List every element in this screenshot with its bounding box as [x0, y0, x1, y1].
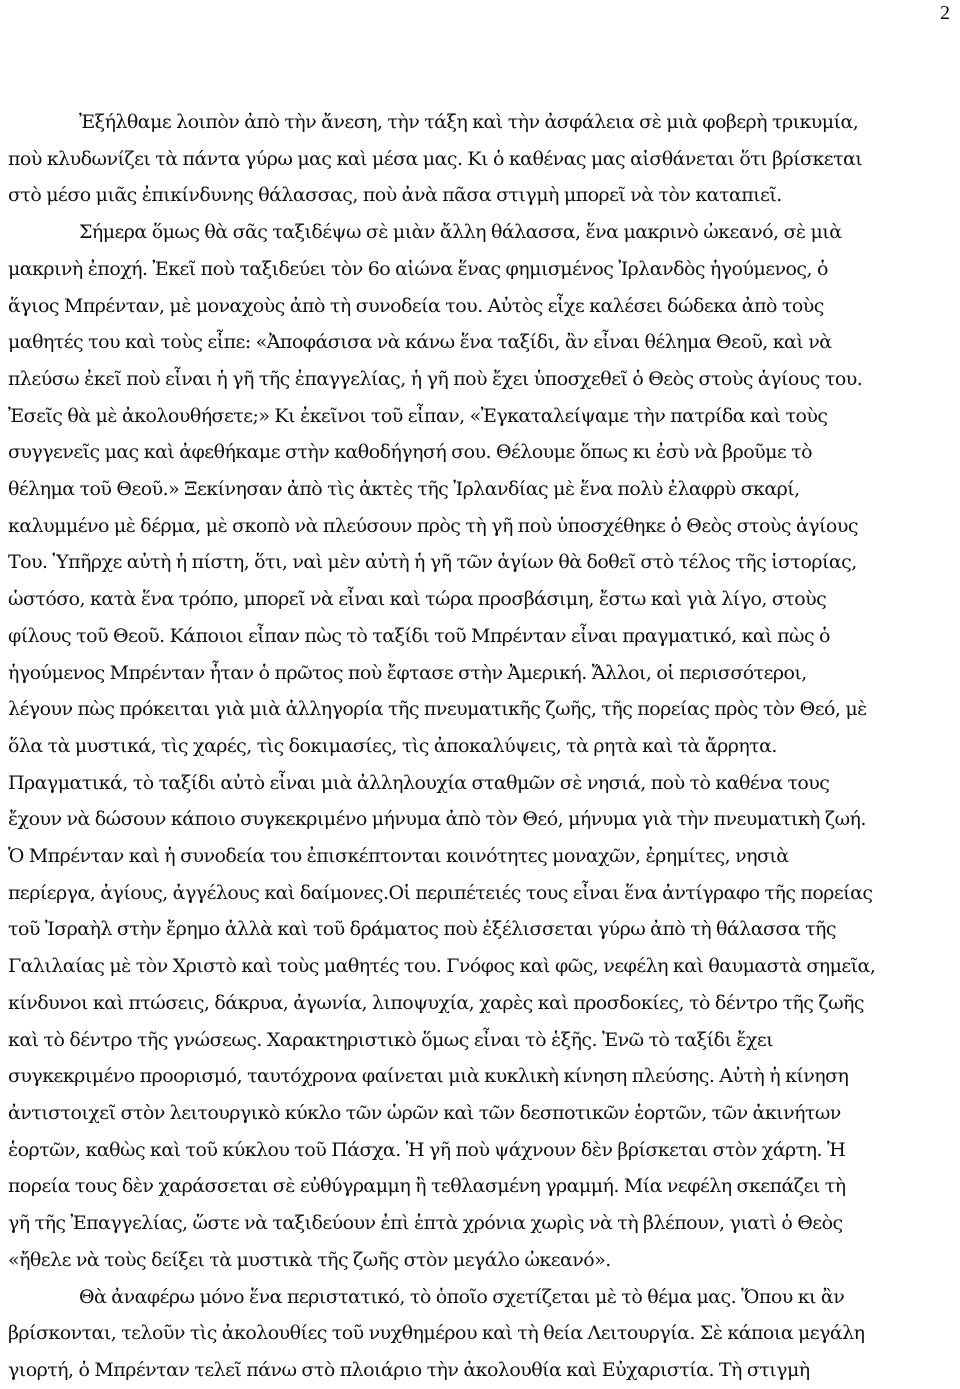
text-line: Ὁ Μπρένταν καὶ ἡ συνοδεία του ἐπισκέπτονται κοινότητες μοναχῶν, ἐρημίτες, νησιὰ: [8, 845, 789, 868]
text-line: ἀντιστοιχεῖ στὸν λειτουργικὸ κύκλο τῶν ὡρῶν καὶ τῶν δεσποτικῶν ἑορτῶν, τῶν ἀκινήτων: [8, 1101, 841, 1124]
text-line: Ἐξήλθαμε λοιπὸν ἀπὸ τὴν ἄνεση, τὴν τάξη καὶ τὴν ἀσφάλεια σὲ μιὰ φοβερὴ τρικυμία,: [79, 111, 859, 133]
text-line: συγγενεῖς μας καὶ ἀφεθήκαμε στὴν καθοδήγησή σου. Θέλουμε ὅπως κι ἐσὺ νὰ βροῦμε τὸ: [8, 441, 813, 464]
text-line: Του. Ὑπῆρχε αὐτὴ ἡ πίστη, ὅτι, ναὶ μὲν αὐτὴ ἡ γῆ τῶν ἁγίων θὰ δοθεῖ στὸ τέλος τῆς ἱστορίας,: [8, 551, 857, 574]
text-line: ἅγιος Μπρένταν, μὲ μοναχοὺς ἀπὸ τὴ συνοδεία του. Αὐτὸς εἶχε καλέσει δώδεκα ἀπὸ τοὺς: [8, 294, 824, 317]
text-line: περίεργα, ἁγίους, ἀγγέλους καὶ δαίμονες.Οἱ περιπέτειές τους εἶναι ἕνα ἀντίγραφο τῆς πορείας: [8, 881, 873, 904]
text-line: Πραγματικά, τὸ ταξίδι αὐτὸ εἶναι μιὰ ἀλληλουχία σταθμῶν σὲ νησιά, ποὺ τὸ καθένα τους: [8, 771, 830, 794]
text-line: μαθητές του καὶ τοὺς εἶπε: «Ἀποφάσισα νὰ κάνω ἕνα ταξίδι, ἂν εἶναι θέλημα Θεοῦ, καὶ νὰ: [8, 331, 832, 354]
text-line: ποὺ κλυδωνίζει τὰ πάντα γύρω μας καὶ μέσα μας. Κι ὁ καθένας μας αἰσθάνεται ὅτι βρίσκεται: [8, 147, 863, 170]
text-line: θέλημα τοῦ Θεοῦ.» Ξεκίνησαν ἀπὸ τὶς ἀκτὲς τῆς Ἰρλανδίας μὲ ἕνα πολὺ ἐλαφρὺ σκαρί,: [8, 478, 800, 501]
text-line: καλυμμένο μὲ δέρμα, μὲ σκοπὸ νὰ πλεύσουν πρὸς τὴ γῆ ποὺ ὑποσχέθηκε ὁ Θεὸς στοὺς ἁγίους: [8, 514, 858, 537]
text-line: Ἐσεῖς θὰ μὲ ἀκολουθήσετε;» Κι ἐκεῖνοι τοῦ εἶπαν, «Ἐγκαταλείψαμε τὴν πατρίδα καὶ τοὺς: [8, 404, 828, 427]
text-line: γιορτή, ὁ Μπρένταν τελεῖ πάνω στὸ πλοιάριο τὴν ἀκολουθία καὶ Εὐχαριστία. Τὴ στιγμὴ: [8, 1358, 810, 1381]
page-number: 2: [940, 2, 950, 24]
text-line: κίνδυνοι καὶ πτώσεις, δάκρυα, ἀγωνία, λιποψυχία, χαρὲς καὶ προσδοκίες, τὸ δέντρο τῆς ζωῆς: [8, 991, 864, 1014]
text-line: «ἤθελε νὰ τοὺς δείξει τὰ μυστικὰ τῆς ζωῆς στὸν μεγάλο ὠκεανό».: [8, 1248, 611, 1271]
text-line: ὅλα τὰ μυστικά, τὶς χαρές, τὶς δοκιμασίες, τὶς ἀποκαλύψεις, τὰ ρητὰ καὶ τὰ ἄρρητα.: [8, 734, 777, 757]
text-line: ἡγούμενος Μπρένταν ἦταν ὁ πρῶτος ποὺ ἔφτασε στὴν Ἀμερική. Ἄλλοι, οἱ περισσότεροι,: [8, 661, 807, 684]
text-line: μακρινὴ ἐποχή. Ἐκεῖ ποὺ ταξιδεύει τὸν 6ο αἰώνα ἕνας φημισμένος Ἰρλανδὸς ἡγούμενος, ὁ: [8, 257, 828, 280]
text-line: βρίσκονται, τελοῦν τὶς ἀκολουθίες τοῦ νυχθημέρου καὶ τὴ θεία Λειτουργία. Σὲ κάποια μεγάλη: [8, 1322, 865, 1345]
text-line: λέγουν πὼς πρόκειται γιὰ μιὰ ἀλληγορία τῆς πνευματικῆς ζωῆς, τῆς πορείας πρὸς τὸν Θεό, μὲ: [8, 698, 867, 721]
text-line: γῆ τῆς Ἐπαγγελίας, ὥστε νὰ ταξιδεύουν ἐπὶ ἑπτὰ χρόνια χωρὶς νὰ τὴ βλέπουν, γιατὶ ὁ Θεὸς: [8, 1212, 843, 1235]
text-line: πλεύσω ἐκεῖ ποὺ εἶναι ἡ γῆ τῆς ἐπαγγελίας, ἡ γῆ ποὺ ἔχει ὑποσχεθεῖ ὁ Θεὸς στοὺς ἁγίους του.: [8, 367, 863, 390]
body-text: [8, 104, 953, 1389]
text-line: ὡστόσο, κατὰ ἕνα τρόπο, μπορεῖ νὰ εἶναι καὶ τώρα προσβάσιμη, ἔστω καὶ γιὰ λίγο, στοὺς: [8, 588, 827, 611]
text-line: ἑορτῶν, καθὼς καὶ τοῦ κύκλου τοῦ Πάσχα. Ἡ γῆ ποὺ ψάχνουν δὲν βρίσκεται στὸν χάρτη. Ἡ: [8, 1138, 846, 1161]
text-line: πορεία τους δὲν χαράσσεται σὲ εὐθύγραμμη ἢ τεθλασμένη γραμμή. Μία νεφέλη σκεπάζει τὴ: [8, 1175, 846, 1198]
text-line: στὸ μέσο μιᾶς ἐπικίνδυνης θάλασσας, ποὺ ἀνὰ πᾶσα στιγμὴ μπορεῖ νὰ τὸν καταπιεῖ.: [8, 184, 782, 207]
text-line: τοῦ Ἰσραὴλ στὴν ἔρημο ἀλλὰ καὶ τοῦ δράματος ποὺ ἐξέλισσεται γύρω ἀπὸ τὴ θάλασσα τῆς: [8, 918, 836, 941]
text-line: Σήμερα ὅμως θὰ σᾶς ταξιδέψω σὲ μιὰν ἄλλη θάλασσα, ἕνα μακρινὸ ὠκεανό, σὲ μιὰ: [79, 221, 842, 244]
text-line: φίλους τοῦ Θεοῦ. Κάποιοι εἶπαν πὼς τὸ ταξίδι τοῦ Μπρένταν εἶναι πραγματικό, καὶ πὼς ὁ: [8, 624, 830, 647]
text-line: Θὰ ἀναφέρω μόνο ἕνα περιστατικό, τὸ ὁποῖο σχετίζεται μὲ τὸ θέμα μας. Ὅπου κι ἂν: [79, 1285, 845, 1308]
text-line: ἔχουν νὰ δώσουν κάποιο συγκεκριμένο μήνυμα ἀπὸ τὸν Θεό, μήνυμα γιὰ τὴν πνευματικὴ ζωή.: [8, 808, 866, 831]
text-line: Γαλιλαίας μὲ τὸν Χριστὸ καὶ τοὺς μαθητές του. Γνόφος καὶ φῶς, νεφέλη καὶ θαυμαστὰ σημεῖα,: [8, 955, 876, 978]
text-line: συγκεκριμένο προορισμό, ταυτόχρονα φαίνεται μιὰ κυκλικὴ κίνηση πλεύσης. Αὐτὴ ἡ κίνηση: [8, 1065, 849, 1088]
text-line: καὶ τὸ δέντρο τῆς γνώσεως. Χαρακτηριστικὸ ὅμως εἶναι τὸ ἑξῆς. Ἐνῶ τὸ ταξίδι ἔχει: [8, 1028, 774, 1051]
